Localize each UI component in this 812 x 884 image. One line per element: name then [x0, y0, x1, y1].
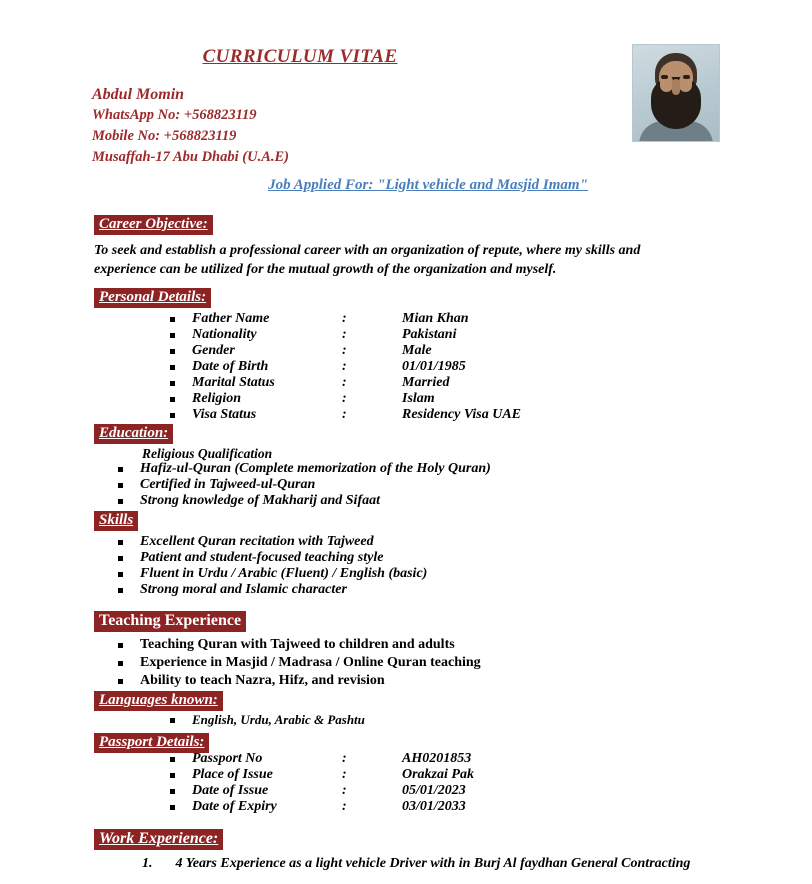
personal-value: Islam: [402, 391, 435, 406]
address-line: Musaffah-17 Abu Dhabi (U.A.E): [92, 149, 289, 165]
skills-item-text: Patient and student-focused teaching style: [140, 550, 384, 565]
passport-label: Place of Issue: [192, 767, 273, 782]
photo-nose: [672, 79, 680, 95]
skills-item-text: Excellent Quran recitation with Tajweed: [140, 534, 374, 549]
education-item-text: Certified in Tajweed-ul-Quran: [140, 477, 316, 492]
section-heading-languages-known: Languages known:: [94, 691, 223, 711]
passport-label: Date of Issue: [192, 783, 269, 798]
photo-eye-right: [683, 75, 690, 79]
teaching-item-text: Experience in Masjid / Madrasa / Online Quran teaching: [140, 655, 481, 670]
career-objective-line-1: To seek and establish a professional career with an organization of repute, where my skills and: [94, 243, 641, 258]
passport-label: Date of Expiry: [192, 799, 277, 814]
teaching-item-text: Teaching Quran with Tajweed to children and adults: [140, 637, 455, 652]
personal-label: Date of Birth: [192, 359, 269, 374]
section-heading-career-objective: Career Objective:: [94, 215, 213, 235]
bullet-icon: [118, 499, 123, 504]
personal-value: Married: [402, 375, 450, 390]
section-heading-teaching-experience: Teaching Experience: [94, 611, 246, 632]
section-heading-passport-details: Passport Details:: [94, 733, 209, 753]
bullet-icon: [170, 789, 175, 794]
mobile-number: Mobile No: +568823119: [92, 128, 237, 144]
personal-colon: :: [342, 359, 347, 374]
applicant-photo: [632, 44, 720, 142]
bullet-icon: [118, 679, 123, 684]
bullet-icon: [170, 333, 175, 338]
photo-portrait: [647, 53, 705, 142]
personal-colon: :: [342, 327, 347, 342]
work-experience-text: 4 Years Experience as a light vehicle Driver with in Burj Al faydhan General Contracting: [175, 856, 691, 871]
bullet-icon: [170, 718, 175, 723]
passport-value: 03/01/2033: [402, 799, 466, 814]
personal-label: Father Name: [192, 311, 270, 326]
education-subheading: Religious Qualification: [142, 446, 273, 461]
passport-value: Orakzai Pak: [402, 767, 474, 782]
section-heading-education: Education:: [94, 424, 173, 444]
section-heading-work-experience: Work Experience:: [94, 829, 223, 850]
contact-header: [92, 84, 289, 168]
page-title: CURRICULUM VITAE: [202, 46, 398, 67]
personal-colon: :: [342, 311, 347, 326]
bullet-icon: [170, 381, 175, 386]
passport-value: 05/01/2023: [402, 783, 466, 798]
bullet-icon: [118, 588, 123, 593]
bullet-icon: [170, 805, 175, 810]
bullet-icon: [118, 572, 123, 577]
personal-value: Residency Visa UAE: [402, 407, 522, 422]
bullet-icon: [118, 556, 123, 561]
section-heading-skills: Skills: [94, 511, 138, 531]
personal-label: Marital Status: [192, 375, 275, 390]
bullet-icon: [170, 397, 175, 402]
personal-colon: :: [342, 391, 347, 406]
personal-colon: :: [342, 375, 347, 390]
work-experience-number: 1.: [142, 856, 153, 871]
personal-label: Religion: [192, 391, 242, 406]
bullet-icon: [118, 483, 123, 488]
personal-label: Visa Status: [192, 407, 257, 422]
section-heading-personal-details: Personal Details:: [94, 288, 211, 308]
passport-label: Passport No: [192, 751, 263, 766]
bullet-icon: [118, 643, 123, 648]
language-item-text: English, Urdu, Arabic & Pashtu: [192, 712, 365, 727]
bullet-icon: [170, 317, 175, 322]
skills-item-text: Strong moral and Islamic character: [140, 582, 347, 597]
skills-item-text: Fluent in Urdu / Arabic (Fluent) / English (basic): [140, 566, 428, 581]
applicant-name: Abdul Momin: [92, 86, 185, 103]
bullet-icon: [118, 661, 123, 666]
personal-colon: :: [342, 407, 347, 422]
passport-colon: :: [342, 783, 347, 798]
passport-value: AH0201853: [402, 751, 472, 766]
personal-value: Mian Khan: [402, 311, 469, 326]
bullet-icon: [170, 773, 175, 778]
whatsapp-number: WhatsApp No: +568823119: [92, 107, 257, 123]
education-item-text: Hafiz-ul-Quran (Complete memorization of the Holy Quran): [140, 461, 491, 476]
passport-colon: :: [342, 767, 347, 782]
education-item-text: Strong knowledge of Makharij and Sifaat: [140, 493, 380, 508]
personal-label: Gender: [192, 343, 235, 358]
bullet-icon: [170, 349, 175, 354]
bullet-icon: [118, 540, 123, 545]
career-objective-line-2: experience can be utilized for the mutual growth of the organization and myself.: [94, 262, 557, 277]
personal-value: Male: [402, 343, 432, 358]
personal-colon: :: [342, 343, 347, 358]
work-experience-item: [142, 856, 690, 872]
job-applied-for: Job Applied For: "Light vehicle and Masjid Imam": [268, 177, 588, 193]
bullet-icon: [170, 757, 175, 762]
passport-colon: :: [342, 799, 347, 814]
teaching-item-text: Ability to teach Nazra, Hifz, and revision: [140, 673, 385, 688]
passport-colon: :: [342, 751, 347, 766]
personal-label: Nationality: [192, 327, 257, 342]
bullet-icon: [170, 365, 175, 370]
personal-value: 01/01/1985: [402, 359, 466, 374]
bullet-icon: [170, 413, 175, 418]
personal-value: Pakistani: [402, 327, 457, 342]
career-objective-text: [94, 241, 744, 279]
photo-eye-left: [661, 75, 668, 79]
bullet-icon: [118, 467, 123, 472]
